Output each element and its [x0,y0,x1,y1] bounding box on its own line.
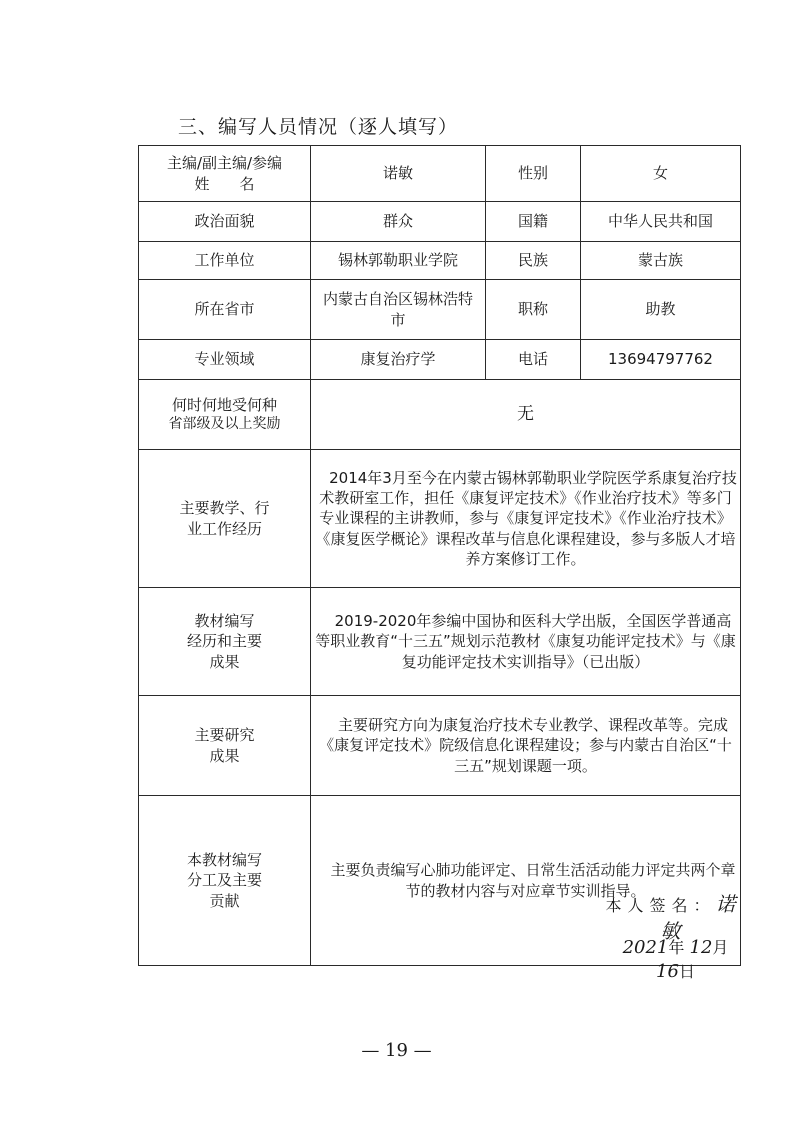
contribution-label-line3: 贡献 [209,891,240,910]
month-char: 月 [712,938,729,957]
contribution-text: 主要负责编写心肺功能评定、日常生活活动能力评定共两个章节的教材内容与对应章节实训指导。 [330,861,736,900]
row-experience [139,450,741,588]
phone-label: 电话 [486,340,581,380]
experience-label-cell [139,450,311,588]
nationality-value: 中华人民共和国 [581,202,741,242]
politics-value: 群众 [311,202,486,242]
textbook-text: 2019-2020年参编中国协和医科大学出版，全国医学普通高等职业教育“十三五”规划示范教材《康复功能评定技术》与《康复功能评定技术实训指导》（已出版） [315,612,736,671]
role-label-line2: 姓 名 [194,174,255,193]
day-char: 日 [678,962,695,982]
row-location [139,280,741,340]
awards-label-line1: 何时何地受何种 [171,395,277,414]
section-title: 三、编写人员情况（逐人填写） [178,116,459,138]
location-label: 所在省市 [139,280,311,340]
row-awards [139,380,741,450]
row-employer [139,242,741,280]
research-label-line1: 主要研究 [194,726,255,745]
contribution-label-line1: 本教材编写 [186,851,262,870]
textbook-label-cell [139,588,311,696]
row-field [139,340,741,380]
experience-text: 2014年3月至今在内蒙古锡林郭勒职业学院医学系康复治疗技术教研室工作，担任《康复评定技术》《作业治疗技术》等多门专业课程的主讲教师，参与《康复评定技术》《作业治疗技术》《康复医学概论》课程改革与信息化课程建设，参与多版人才培养方案修订工作。 [315,468,737,568]
row-research [139,696,741,796]
awards-label-cell [139,380,311,450]
date-year: 2021 [622,937,669,958]
signature-date [611,936,740,985]
textbook-label-line1: 教材编写 [194,612,255,631]
experience-text-cell [311,450,741,588]
contribution-label-line2: 分工及主要 [186,871,262,890]
research-label-cell [139,696,311,796]
employer-label: 工作单位 [139,242,311,280]
textbook-text-cell [311,588,741,696]
research-text-cell [311,696,741,796]
contribution-text-cell [311,796,741,983]
date-month: 12 [689,937,713,958]
role-label-cell [139,146,311,202]
signature-label: 本人签名： [605,896,716,915]
name-value: 诺敏 [311,146,486,202]
location-value: 内蒙古自治区锡林浩特市 [311,280,486,340]
contribution-label-cell [139,796,311,966]
title-value: 助教 [581,280,741,340]
awards-value: 无 [311,380,741,450]
textbook-label-line2: 经历和主要 [186,632,262,651]
gender-label: 性别 [486,146,581,202]
row-textbook [139,588,741,696]
year-char: 年 [668,938,685,957]
role-label-line1: 主编/副主编/参编 [166,154,283,173]
title-label: 职称 [486,280,581,340]
experience-label-line2: 业工作经历 [186,519,262,538]
employer-value: 锡林郭勒职业学院 [311,242,486,280]
research-label-line2: 成果 [209,746,240,765]
politics-label: 政治面貌 [139,202,311,242]
ethnicity-label: 民族 [486,242,581,280]
row-politics [139,202,741,242]
author-info-table [138,145,741,983]
ethnicity-value: 蒙古族 [581,242,741,280]
row-contribution [139,796,741,966]
field-label: 专业领域 [139,340,311,380]
experience-label-line1: 主要教学、行 [179,499,270,518]
date-day: 16 [656,961,679,983]
phone-value: 13694797762 [581,340,741,380]
row-name [139,146,741,202]
gender-value: 女 [581,146,741,202]
nationality-label: 国籍 [486,202,581,242]
research-text: 主要研究方向为康复治疗技术专业教学、课程改革等。完成《康复评定技术》院级信息化课程建设；参与内蒙古自治区“十三五”规划课题一项。 [319,716,732,775]
page-number: — 19 — [361,1040,432,1061]
awards-label-line2: 省部级及以上奖励 [168,416,281,433]
field-value: 康复治疗学 [311,340,486,380]
textbook-label-line3: 成果 [209,652,240,671]
signature: 诺敏 [660,892,736,943]
